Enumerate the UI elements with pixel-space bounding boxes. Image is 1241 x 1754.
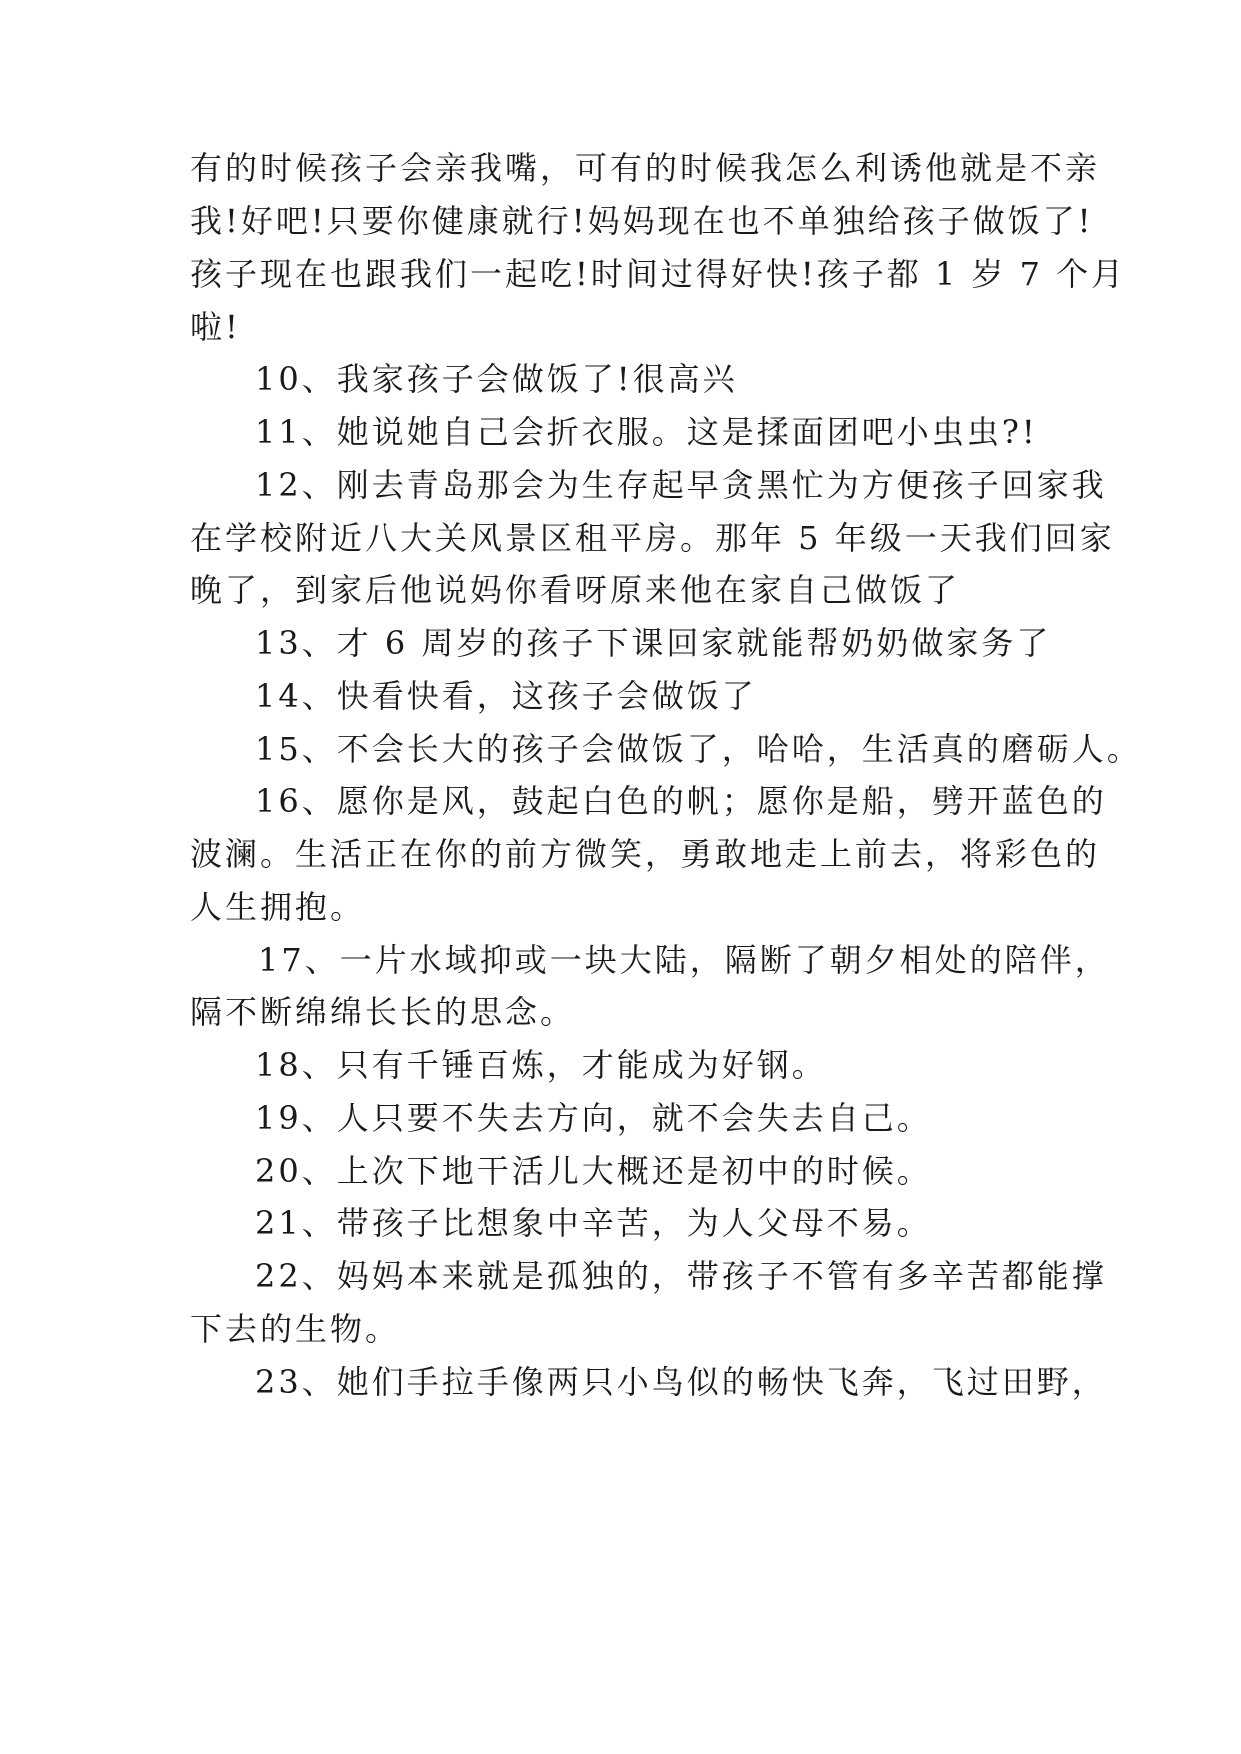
item-12-cont-1: 在学校附近八大关风景区租平房。那年 5 年级一天我们回家 [190,519,1115,557]
item-18: 18、只有千锤百炼，才能成为好钢。 [255,1046,827,1084]
item-20: 20、上次下地干活儿大概还是初中的时候。 [255,1152,932,1190]
item-15: 15、不会长大的孩子会做饭了，哈哈，生活真的磨砺人。 [255,730,1142,768]
item-13: 13、才 6 周岁的孩子下课回家就能帮奶奶做家务了 [255,624,1052,662]
item-23: 23、她们手拉手像两只小鸟似的畅快飞奔，飞过田野， [255,1363,1107,1401]
text-line-1: 有的时候孩子会亲我嘴，可有的时候我怎么利诱他就是不亲 [190,149,1101,187]
item-22: 22、妈妈本来就是孤独的，带孩子不管有多辛苦都能撑 [255,1257,1107,1295]
item-22-cont: 下去的生物。 [190,1310,401,1348]
text-line-3: 孩子现在也跟我们一起吃!时间过得好快!孩子都 1 岁 7 个月 [190,255,1127,293]
item-12-cont-2: 晚了，到家后他说妈你看呀原来他在家自己做饭了 [190,571,961,609]
item-16-cont-2: 人生拥抱。 [190,888,366,926]
item-21: 21、带孩子比想象中辛苦，为人父母不易。 [255,1204,932,1242]
text-line-2: 我!好吧!只要你健康就行!妈妈现在也不单独给孩子做饭了! [190,202,1094,240]
item-10: 10、我家孩子会做饭了!很高兴 [255,360,738,398]
item-16-cont-1: 波澜。生活正在你的前方微笑，勇敢地走上前去，将彩色的 [190,835,1101,873]
text-line-4: 啦! [190,308,241,346]
item-14: 14、快看快看，这孩子会做饭了 [255,677,757,715]
item-19: 19、人只要不失去方向，就不会失去自己。 [255,1099,932,1137]
item-11: 11、她说她自己会折衣服。这是揉面团吧小虫虫?! [255,413,1038,451]
item-17: 17、一片水域抑或一块大陆，隔断了朝夕相处的陪伴， [258,941,1110,979]
item-12: 12、刚去青岛那会为生存起早贪黑忙为方便孩子回家我 [255,466,1107,504]
item-16: 16、愿你是风，鼓起白色的帆；愿你是船，劈开蓝色的 [255,782,1107,820]
item-17-cont: 隔不断绵绵长长的思念。 [190,993,576,1031]
